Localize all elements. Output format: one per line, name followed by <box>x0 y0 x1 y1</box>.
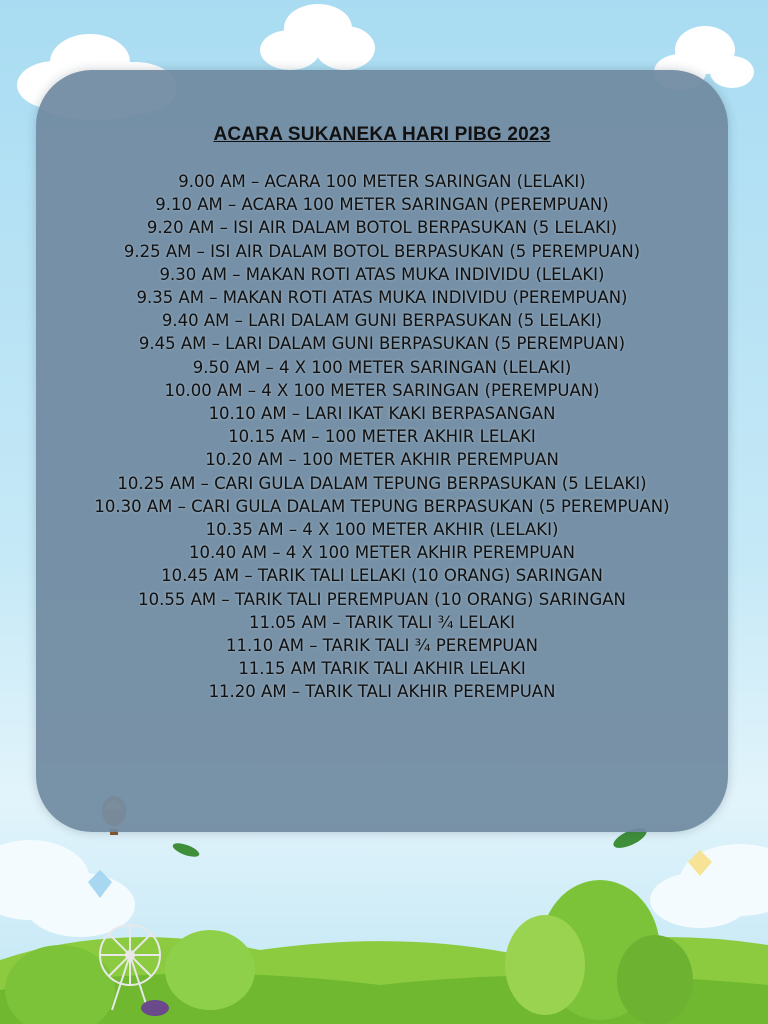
cloud-top-center <box>260 4 375 70</box>
list-item: 9.45 AM – LARI DALAM GUNI BERPASUKAN (5 PEREMPUAN) <box>138 334 626 354</box>
list-item: 9.40 AM – LARI DALAM GUNI BERPASUKAN (5 LELAKI) <box>161 311 603 331</box>
list-item: 11.10 AM – TARIK TALI ¾ PEREMPUAN <box>225 636 538 656</box>
list-item: 9.00 AM – ACARA 100 METER SARINGAN (LELAKI) <box>178 172 586 191</box>
list-item: 9.25 AM – ISI AIR DALAM BOTOL BERPASUKAN (5 PEREMPUAN) <box>123 241 641 261</box>
event-schedule-list <box>56 170 708 704</box>
list-item: 10.35 AM – 4 X 100 METER AKHIR (LELAKI) <box>205 520 559 540</box>
list-item: 11.15 AM TARIK TALI AKHIR LELAKI <box>238 659 526 679</box>
list-item: 10.55 AM – TARIK TALI PEREMPUAN (10 ORANG) SARINGAN <box>138 589 626 609</box>
leaf-icon-small <box>171 841 201 860</box>
list-item: 9.50 AM – 4 X 100 METER SARINGAN (LELAKI) <box>192 357 572 377</box>
list-item: 11.05 AM – TARIK TALI ¾ LELAKI <box>248 612 515 632</box>
list-item: 10.25 AM – CARI GULA DALAM TEPUNG BERPASUKAN (5 LELAKI) <box>117 473 647 493</box>
list-item: 9.35 AM – MAKAN ROTI ATAS MUKA INDIVIDU (PEREMPUAN) <box>136 288 628 308</box>
cloud-bottom-left <box>0 840 135 937</box>
cloud-bottom-right <box>650 844 768 928</box>
list-item: 10.40 AM – 4 X 100 METER AKHIR PEREMPUAN <box>189 543 575 563</box>
vehicle-icon <box>141 1000 169 1016</box>
list-item: 11.20 AM – TARIK TALI AKHIR PEREMPUAN <box>208 682 556 702</box>
list-item: 10.00 AM – 4 X 100 METER SARINGAN (PEREMPUAN) <box>164 380 600 400</box>
list-item: 10.15 AM – 100 METER AKHIR LELAKI <box>228 427 536 447</box>
list-item: 10.45 AM – TARIK TALI LELAKI (10 ORANG) SARINGAN <box>161 566 603 586</box>
list-item: 9.20 AM – ISI AIR DALAM BOTOL BERPASUKAN (5 LELAKI) <box>146 218 618 238</box>
list-item: 10.30 AM – CARI GULA DALAM TEPUNG BERPASUKAN (5 PEREMPUAN) <box>94 496 670 516</box>
list-item: 9.30 AM – MAKAN ROTI ATAS MUKA INDIVIDU (LELAKI) <box>159 264 605 284</box>
page-title: ACARA SUKANEKA HARI PIBG 2023 <box>213 124 551 145</box>
list-item: 10.20 AM – 100 METER AKHIR PEREMPUAN <box>205 450 559 470</box>
list-item: 9.10 AM – ACARA 100 METER SARINGAN (PEREMPUAN) <box>155 195 609 215</box>
list-item: 10.10 AM – LARI IKAT KAKI BERPASANGAN <box>208 404 556 424</box>
